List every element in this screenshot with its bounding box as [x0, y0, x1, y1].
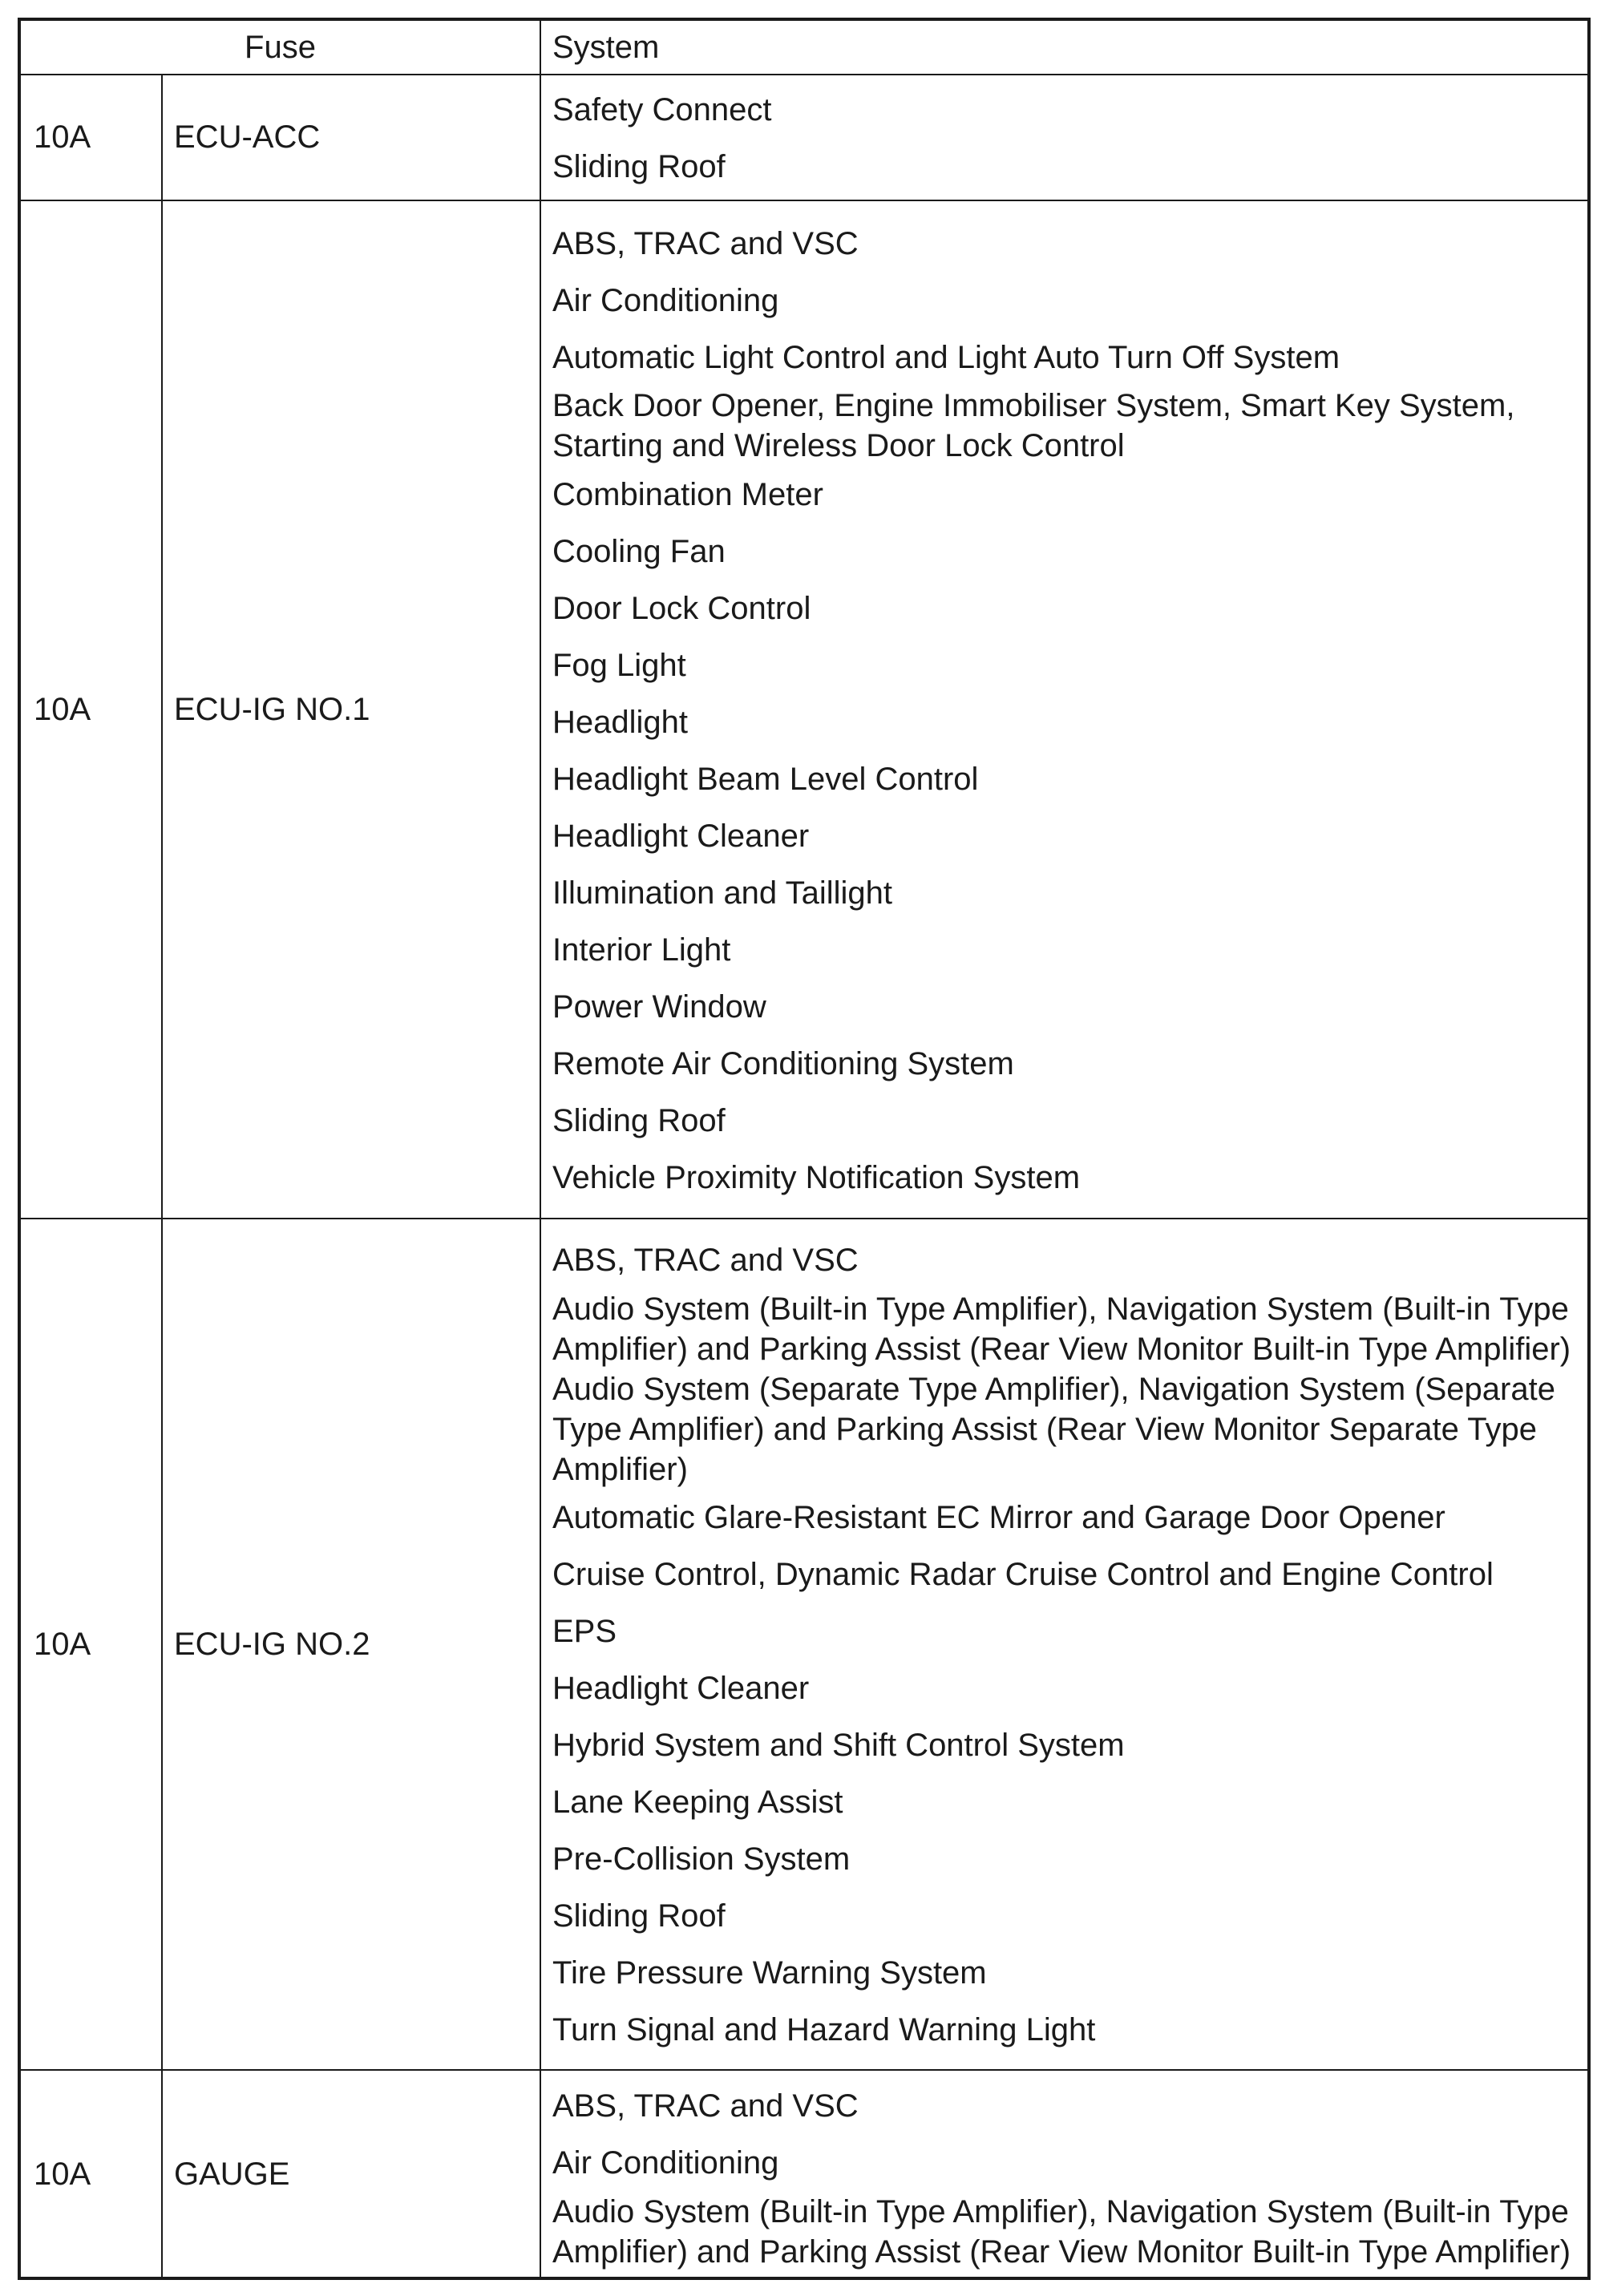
system-item-label: Audio System (Built-in Type Amplifier), Navigation System (Built-in Type Amplifier) and Parking Assist (Rear View Monitor Built-in Type Amplifier) [552, 2193, 1571, 2270]
system-item [552, 329, 1576, 386]
system-item [552, 2135, 1576, 2192]
fuse-amperage: 10A [19, 200, 162, 1219]
system-list [540, 2070, 1589, 2278]
system-item [552, 2078, 1576, 2135]
system-item-label: Back Door Opener, Engine Immobiliser System, Smart Key System, Starting and Wireless Door Lock Control [552, 388, 1515, 464]
system-item-label: Air Conditioning [552, 2145, 779, 2181]
system-item [552, 1149, 1576, 1206]
system-item [552, 215, 1576, 272]
table-row [19, 1219, 1589, 2070]
system-item [552, 807, 1576, 864]
system-item-label: Fog Light [552, 647, 686, 683]
system-item-label: Cruise Control, Dynamic Radar Cruise Control and Engine Control [552, 1557, 1494, 1593]
system-item-label: Power Window [552, 988, 766, 1025]
system-item-label: Audio System (Separate Type Amplifier), Navigation System (Separate Type Amplifier) and Parking Assist (Rear View Monitor Separate Type Amplifier) [552, 1371, 1555, 1487]
system-item-label: Illumination and Taillight [552, 875, 892, 911]
system-item [552, 81, 1576, 138]
system-list [540, 75, 1589, 200]
system-item-label: Sliding Roof [552, 148, 726, 184]
system-item-label: Automatic Light Control and Light Auto Turn Off System [552, 339, 1340, 375]
system-item-label: Cooling Fan [552, 533, 726, 569]
system-item [552, 272, 1576, 329]
system-item [552, 1660, 1576, 1717]
table-row [19, 2070, 1589, 2278]
system-item [552, 1035, 1576, 1092]
table-body [19, 75, 1589, 2278]
system-item-label: Remote Air Conditioning System [552, 1045, 1014, 1081]
system-item-label: Air Conditioning [552, 282, 779, 318]
system-item-label: Sliding Roof [552, 1898, 726, 1934]
system-item-label: Headlight [552, 704, 689, 740]
system-item-label: Tire Pressure Warning System [552, 1955, 987, 1991]
system-item-label: Interior Light [552, 932, 731, 968]
system-item [552, 1289, 1576, 1369]
fuse-column-header: Fuse [19, 19, 540, 75]
fuse-amperage: 10A [19, 2070, 162, 2278]
system-item-label: Safety Connect [552, 91, 772, 127]
fuse-name: ECU-IG NO.2 [162, 1219, 540, 2070]
system-item-label: Lane Keeping Assist [552, 1785, 843, 1821]
system-item-label: Headlight Beam Level Control [552, 761, 979, 797]
system-item [552, 1232, 1576, 1289]
system-item [552, 978, 1576, 1035]
system-item-label: Audio System (Built-in Type Amplifier), Navigation System (Built-in Type Amplifier) and Parking Assist (Rear View Monitor Built-in Type Amplifier) [552, 1291, 1571, 1367]
system-item [552, 864, 1576, 921]
system-item-label: ABS, TRAC and VSC [552, 1243, 859, 1279]
system-item-label: ABS, TRAC and VSC [552, 225, 859, 261]
system-item-label: Headlight Cleaner [552, 818, 810, 854]
system-item [552, 1603, 1576, 1660]
system-item-label: Turn Signal and Hazard Warning Light [552, 2012, 1096, 2048]
fuse-amperage: 10A [19, 75, 162, 200]
system-item-label: Combination Meter [552, 476, 823, 512]
system-item [552, 693, 1576, 750]
system-item [552, 1092, 1576, 1149]
table-row [19, 200, 1589, 1219]
system-item [552, 1888, 1576, 1945]
system-item [552, 1490, 1576, 1546]
system-item-label: ABS, TRAC and VSC [552, 2088, 859, 2124]
fuse-system-table [18, 18, 1591, 2280]
table-row [19, 75, 1589, 200]
system-item [552, 2002, 1576, 2059]
system-item-label: Hybrid System and Shift Control System [552, 1728, 1125, 1764]
fuse-name: ECU-IG NO.1 [162, 200, 540, 1219]
system-item [552, 1369, 1576, 1490]
system-item [552, 1945, 1576, 2002]
fuse-name: ECU-ACC [162, 75, 540, 200]
system-item [552, 1774, 1576, 1831]
fuse-amperage: 10A [19, 1219, 162, 2070]
system-item-label: Vehicle Proximity Notification System [552, 1159, 1081, 1195]
system-item [552, 523, 1576, 580]
system-item-label: Automatic Glare-Resistant EC Mirror and Garage Door Opener [552, 1500, 1445, 1536]
system-list [540, 1219, 1589, 2070]
system-list [540, 200, 1589, 1219]
system-column-header: System [540, 19, 1589, 75]
system-item [552, 466, 1576, 523]
system-item [552, 921, 1576, 978]
fuse-name: GAUGE [162, 2070, 540, 2278]
header-row [19, 19, 1589, 75]
system-item-label: Sliding Roof [552, 1102, 726, 1138]
system-item [552, 386, 1576, 466]
system-item [552, 580, 1576, 637]
system-item [552, 1546, 1576, 1603]
system-item [552, 138, 1576, 195]
system-item [552, 2192, 1576, 2272]
system-item-label: EPS [552, 1614, 617, 1650]
system-item [552, 637, 1576, 693]
system-item-label: Headlight Cleaner [552, 1671, 810, 1707]
system-item [552, 1831, 1576, 1888]
system-item-label: Door Lock Control [552, 590, 811, 626]
system-item-label: Pre-Collision System [552, 1841, 851, 1878]
system-item [552, 1717, 1576, 1774]
system-item [552, 750, 1576, 807]
